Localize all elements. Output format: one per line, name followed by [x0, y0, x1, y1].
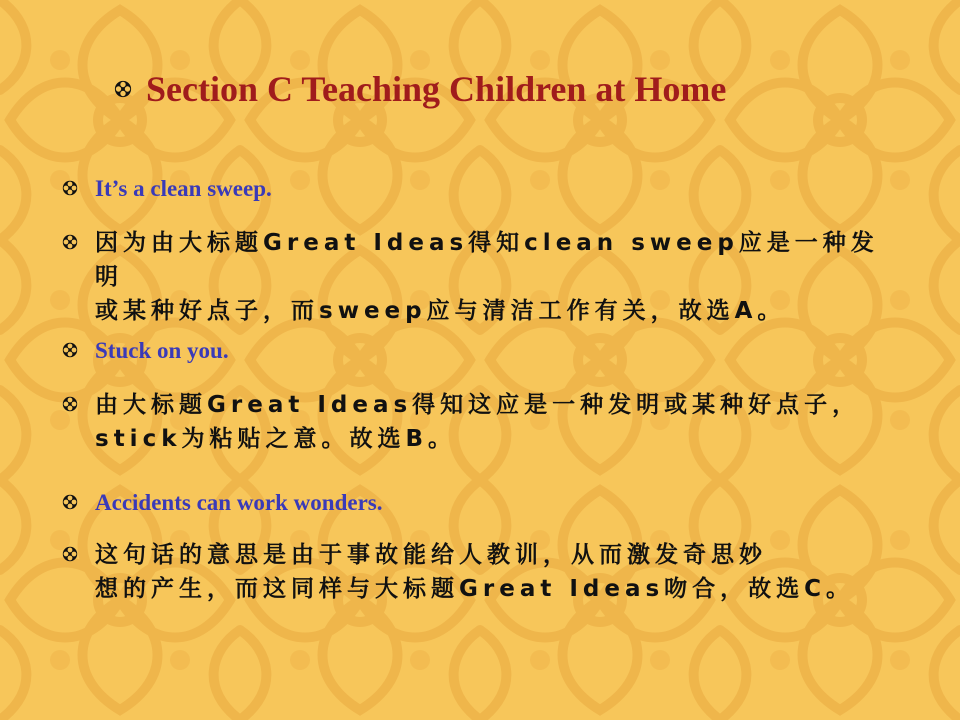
diamond-bullet-icon: [62, 396, 78, 412]
diamond-bullet-icon: [62, 546, 78, 562]
list-item: [62, 226, 902, 328]
list-item-text: [95, 226, 885, 328]
slide-title: Section C Teaching Children at Home: [146, 69, 727, 109]
diamond-bullet-icon: [114, 80, 132, 98]
slide-title-row: [114, 64, 726, 114]
list-item-text: Stuck on you.: [95, 338, 229, 363]
list-item-line: stick为粘贴之意。故选B。: [95, 426, 457, 452]
diamond-bullet-icon: [62, 180, 78, 196]
list-item: [62, 334, 902, 368]
list-item-text: It’s a clean sweep.: [95, 176, 272, 201]
diamond-bullet-icon: [62, 342, 78, 358]
list-item-line: 这句话的意思是由于事故能给人教训，从而激发奇思妙: [95, 542, 767, 568]
list-item-line: 想的产生，而这同样与大标题Great Ideas吻合，故选C。: [95, 576, 855, 602]
list-item: [62, 486, 902, 520]
diamond-bullet-icon: [62, 494, 78, 510]
list-item: [62, 538, 902, 606]
list-item-line: 由大标题Great Ideas得知这应是一种发明或某种好点子，: [95, 392, 861, 418]
list-item-text: [95, 388, 885, 456]
list-item-line: 因为由大标题Great Ideas得知clean sweep应是一种发明: [95, 230, 879, 290]
list-item-line: 或某种好点子，而sweep应与清洁工作有关，故选A。: [95, 298, 786, 324]
list-item-text: Accidents can work wonders.: [95, 490, 383, 515]
diamond-bullet-icon: [62, 234, 78, 250]
list-item: [62, 172, 902, 206]
list-item-text: [95, 538, 885, 606]
list-item: [62, 388, 902, 456]
